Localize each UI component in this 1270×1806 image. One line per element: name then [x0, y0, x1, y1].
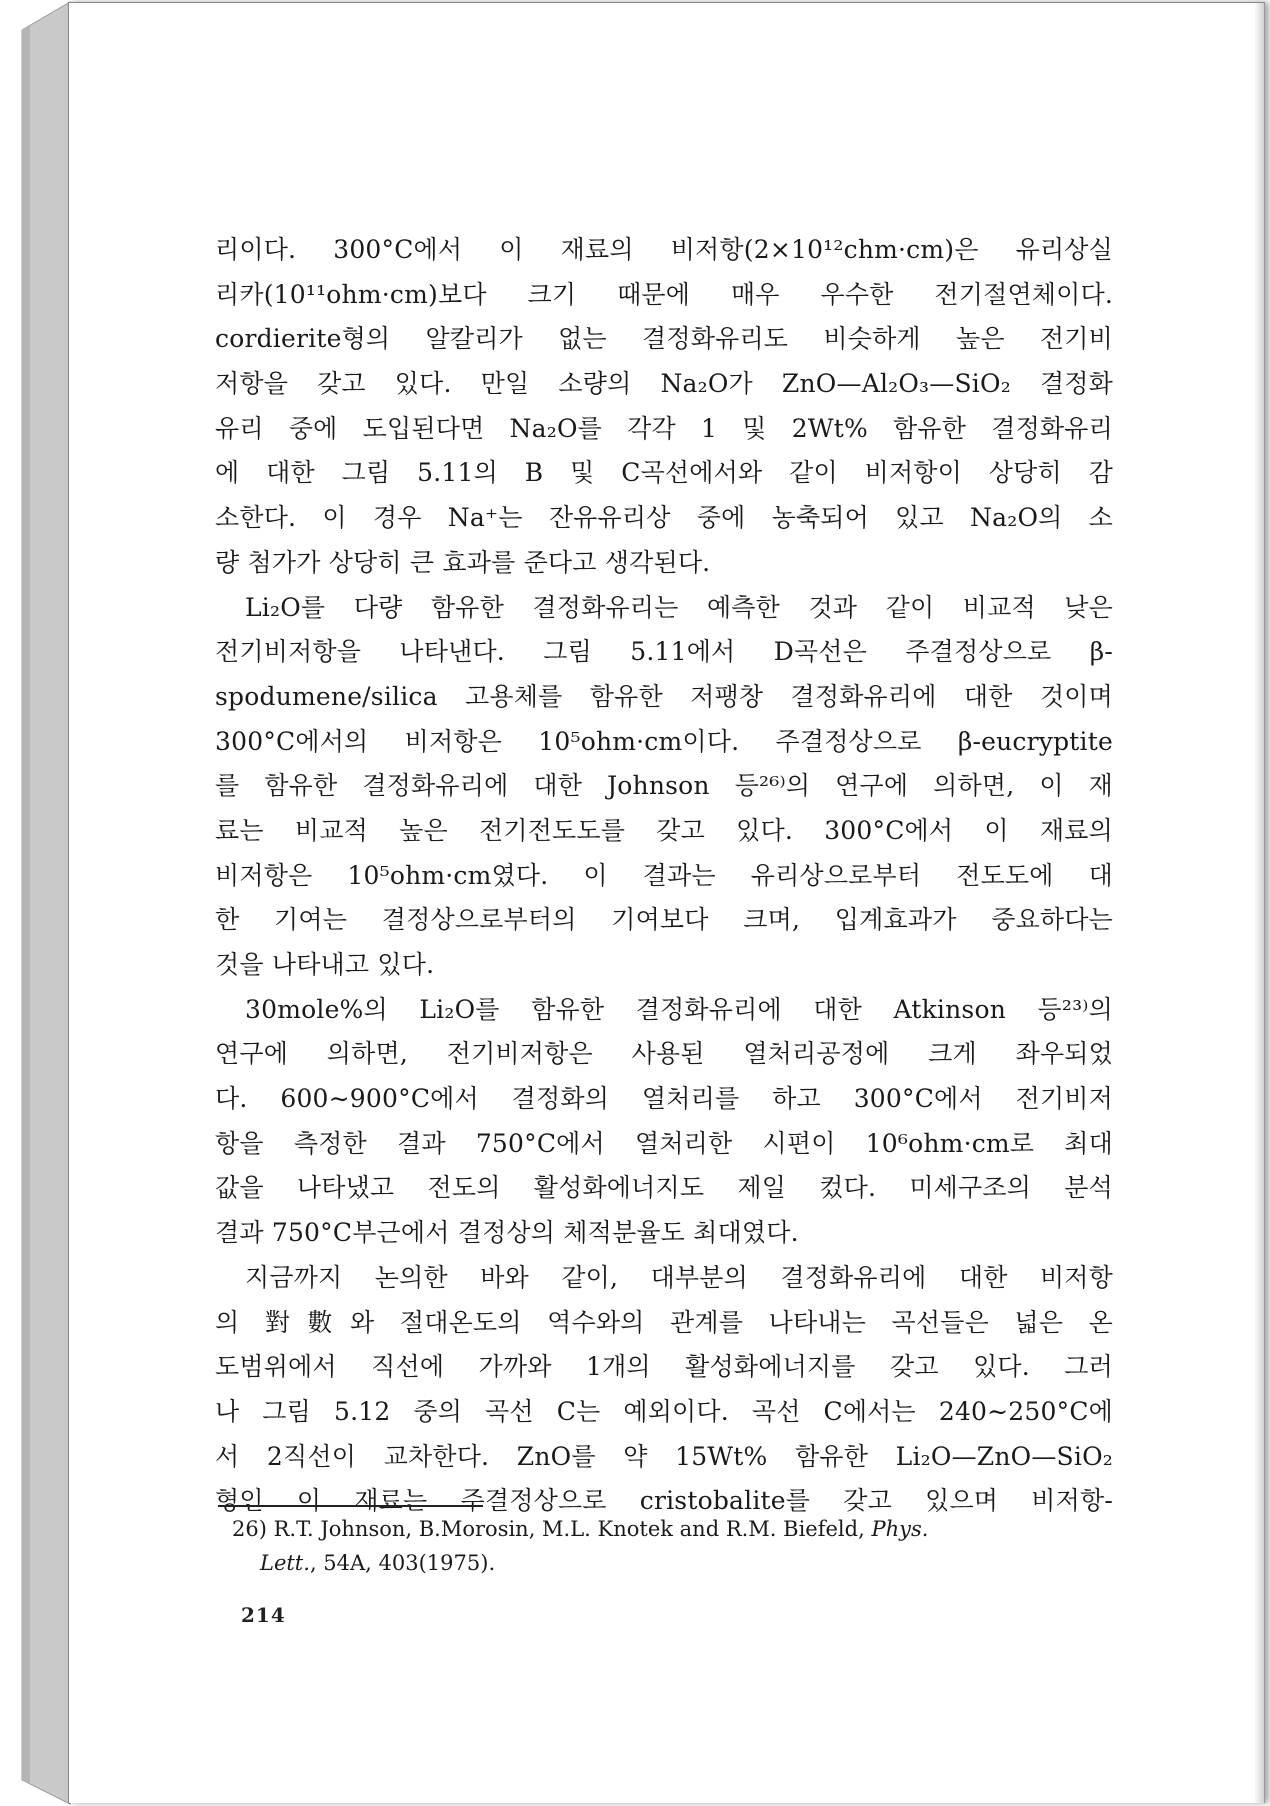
body-line: 비저항은 10⁵ohm·cm였다. 이 결과는 유리상으로부터 전도도에 대 [215, 860, 1113, 890]
body-line: 다. 600∼900°C에서 결정화의 열처리를 하고 300°C에서 전기비저 [215, 1084, 1113, 1114]
body-line: spodumene/silica 고용체를 함유한 저팽창 결정화유리에 대한 것이며 [215, 681, 1113, 711]
body-line: 연구에 의하면, 전기비저항은 사용된 열처리공정에 크게 좌우되었 [215, 1039, 1113, 1069]
body-line: 것을 나타내고 있다. [215, 950, 435, 979]
body-line: cordierite형의 알칼리가 없는 결정화유리도 비슷하게 높은 전기비 [215, 324, 1113, 354]
body-line: 항을 측정한 결과 750°C에서 열처리한 시편이 10⁶ohm·cm로 최대 [215, 1128, 1113, 1158]
footnote-divider [218, 1505, 483, 1507]
body-line: 료는 비교적 높은 전기전도도를 갖고 있다. 300°C에서 이 재료의 [215, 815, 1113, 845]
footnote-volume: , 54A, 403(1975). [309, 1551, 496, 1575]
body-line: 량 첨가가 상당히 큰 효과를 준다고 생각된다. [215, 547, 711, 577]
body-line: 도범위에서 직선에 가까와 1개의 활성화에너지를 갖고 있다. 그러 [215, 1352, 1113, 1382]
body-line: 유리 중에 도입된다면 Na₂O를 각각 1 및 2Wt% 함유한 결정화유리 [215, 413, 1113, 443]
body-line: 값을 나타냈고 전도의 활성화에너지도 제일 컸다. 미세구조의 분석 [215, 1173, 1113, 1203]
footnote-journal: Lett. [260, 1551, 310, 1575]
body-line: 30mole%의 Li₂O를 함유한 결정화유리에 대한 Atkinson 등²³⁾의 [245, 994, 1113, 1024]
body-line: 리카(10¹¹ohm·cm)보다 크기 때문에 매우 우수한 전기절연체이다. [215, 279, 1113, 309]
body-text [215, 228, 1113, 1524]
body-line: 한 기여는 결정상으로부터의 기여보다 크며, 입계효과가 중요하다는 [215, 905, 1113, 935]
page-number: 214 [241, 1603, 286, 1627]
body-line: 결과 750°C부근에서 결정상의 체적분율도 최대였다. [215, 1218, 799, 1248]
body-line: 의 對數와 절대온도의 역수와의 관계를 나타내는 곡선들은 넓은 온 [215, 1307, 1113, 1337]
body-line: 나 그림 5.12 중의 곡선 C는 예외이다. 곡선 C에서는 240∼250°C에 [215, 1396, 1113, 1426]
footnote-citation: 26) R.T. Johnson, B.Morosin, M.L. Knotek and R.M. Biefeld, [232, 1517, 865, 1541]
body-line: 전기비저항을 나타낸다. 그림 5.11에서 D곡선은 주결정상으로 β- [215, 637, 1113, 667]
footnote [232, 1512, 1112, 1580]
body-line: 리이다. 300°C에서 이 재료의 비저항(2×10¹²chm·cm)은 유리상실 [215, 235, 1113, 264]
body-line: 소한다. 이 경우 Na⁺는 잔유유리상 중에 농축되어 있고 Na₂O의 소 [215, 503, 1113, 533]
footnote-journal: Phys. [871, 1517, 929, 1541]
page-edge-shadow [1254, 3, 1264, 1803]
body-line: 형인 이 재료는 주결정상으로 cristobalite를 갖고 있으며 비저항- [215, 1486, 1113, 1516]
footnote-line [232, 1546, 1112, 1580]
body-line: 지금까지 논의한 바와 같이, 대부분의 결정화유리에 대한 비저항 [245, 1262, 1113, 1292]
body-line: 서 2직선이 교차한다. ZnO를 약 15Wt% 함유한 Li₂O—ZnO—SiO₂ [215, 1441, 1113, 1471]
footnote-line [232, 1512, 1112, 1546]
body-line: 를 함유한 결정화유리에 대한 Johnson 등²⁶⁾의 연구에 의하면, 이 재 [215, 771, 1113, 801]
body-line: Li₂O를 다량 함유한 결정화유리는 예측한 것과 같이 비교적 낮은 [245, 592, 1113, 622]
body-line: 에 대한 그림 5.11의 B 및 C곡선에서와 같이 비저항이 상당히 감 [215, 458, 1113, 488]
body-line: 300°C에서의 비저항은 10⁵ohm·cm이다. 주결정상으로 β-eucryptite [215, 726, 1113, 756]
body-line: 저항을 갖고 있다. 만일 소량의 Na₂O가 ZnO—Al₂O₃—SiO₂ 결정화 [215, 369, 1113, 399]
